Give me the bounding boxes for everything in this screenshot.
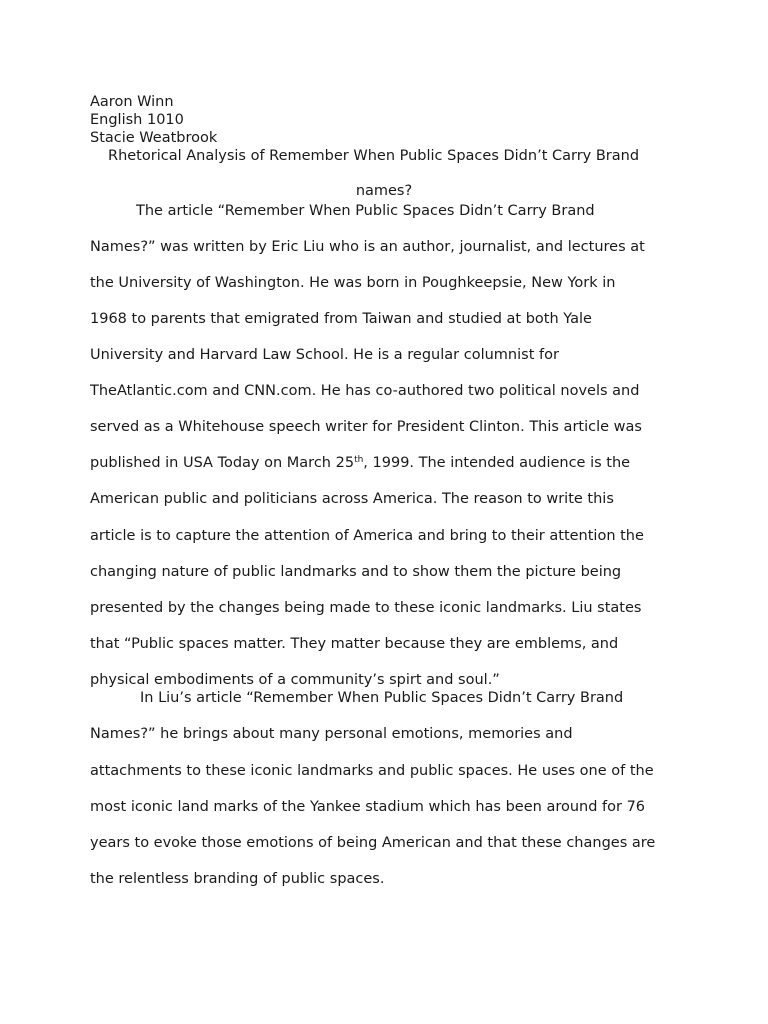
paragraph-1-line-10: article is to capture the attention of America and bring to their attention the — [90, 528, 644, 544]
paragraph-2-line-3: attachments to these iconic landmarks and public spaces. He uses one of the — [90, 763, 654, 779]
paragraph-1-line-1: The article “Remember When Public Spaces Didn’t Carry Brand — [136, 203, 595, 219]
paragraph-1-line-8 — [90, 454, 630, 472]
paragraph-1-line-11: changing nature of public landmarks and to show them the picture being — [90, 564, 622, 580]
paragraph-1-line-12: presented by the changes being made to these iconic landmarks. Liu states — [90, 600, 642, 616]
paragraph-1-line-9: American public and politicians across America. The reason to write this — [90, 491, 614, 507]
paragraph-1-line-13: that “Public spaces matter. They matter because they are emblems, and — [90, 636, 619, 652]
paragraph-2-line-6: the relentless branding of public spaces. — [90, 871, 385, 887]
course-name: English 1010 — [90, 112, 184, 128]
line-8-text-after: , 1999. The intended audience is the — [363, 455, 631, 471]
essay-title-line-1: Rhetorical Analysis of Remember When Public Spaces Didn’t Carry Brand — [108, 148, 640, 164]
paragraph-2-line-4: most iconic land marks of the Yankee stadium which has been around for 76 — [90, 799, 646, 815]
paragraph-1-line-3: the University of Washington. He was born in Poughkeepsie, New York in — [90, 275, 616, 291]
instructor-name: Stacie Weatbrook — [90, 130, 218, 146]
paragraph-1-line-6: TheAtlantic.com and CNN.com. He has co-authored two political novels and — [90, 383, 640, 399]
essay-title-line-2: names? — [355, 183, 413, 199]
author-name: Aaron Winn — [90, 94, 174, 110]
paragraph-1-line-7: served as a Whitehouse speech writer for President Clinton. This article was — [90, 419, 642, 435]
paragraph-2-line-1: In Liu’s article “Remember When Public Spaces Didn’t Carry Brand — [140, 690, 624, 706]
paragraph-1-line-2: Names?” was written by Eric Liu who is an author, journalist, and lectures at — [90, 239, 645, 255]
paragraph-2-line-2: Names?” he brings about many personal emotions, memories and — [90, 726, 573, 742]
paragraph-1-line-14: physical embodiments of a community’s spirt and soul.” — [90, 672, 500, 688]
paragraph-1-line-4: 1968 to parents that emigrated from Taiwan and studied at both Yale — [90, 311, 592, 327]
ordinal-superscript: th — [354, 455, 364, 465]
line-8-text-before: published in USA Today on March 25 — [90, 455, 355, 471]
paragraph-1-line-5: University and Harvard Law School. He is a regular columnist for — [90, 347, 559, 363]
paragraph-2-line-5: years to evoke those emotions of being American and that these changes are — [90, 835, 656, 851]
